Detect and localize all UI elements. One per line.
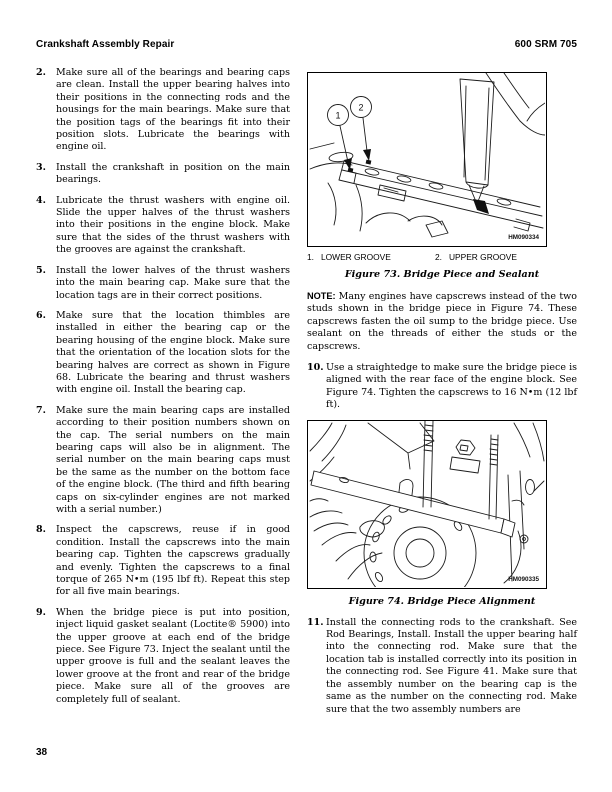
- legend-label: UPPER GROOVE: [449, 252, 517, 262]
- note-text: Many engines have capscrews instead of the two studs shown in the bridge piece in Figure 74. These capscrews fasten the oil sump to the bridge piece. Use sealant on the threads of either the studs or the capscrews.: [307, 291, 577, 352]
- step-text: Make sure that the location thimbles are installed in either the bearing cap or the bearing housing of the engine block. Make sure that the orientation of the location slots for the bearing halves are correct as shown in Figure 68. Lubricate the bearing and thrust washers with engine oil. Install the bearing cap.: [56, 309, 290, 396]
- step-5: [36, 265, 290, 302]
- step-number: 3.: [36, 161, 46, 173]
- note-paragraph: [307, 290, 577, 353]
- step-7: [36, 405, 290, 517]
- figure-73-legend: [307, 252, 547, 262]
- legend-label: LOWER GROOVE: [321, 252, 391, 262]
- step-text: Inspect the capscrews, reuse if in good condition. Install the capscrews into the main bearing cap. Tighten the capscrews gradually and evenly. Tighten the capscrews to a final torque of 265 N•m (195 lbf ft). Repeat this step for all five main bearings.: [56, 524, 290, 598]
- step-text: When the bridge piece is put into position, inject liquid gasket sealant (Loctite® 5900) into the upper groove at each end of the bridge piece. See Figure 73. Inject the sealant until the upper groove is full and the sealant leaves the lower groove at the front and rear of the bridge piece. Make sure all of the grooves are completely full of sealant.: [56, 606, 290, 705]
- step-text: Install the crankshaft in position on the main bearings.: [56, 161, 290, 186]
- figure-73-illustration: [308, 73, 545, 245]
- legend-number: 2.: [435, 252, 442, 262]
- step-text: Install the lower halves of the thrust washers into the main bearing cap. Make sure that the location tags are in their correct positions.: [56, 264, 290, 301]
- step-10: [307, 362, 577, 412]
- step-text: Use a straightedge to make sure the bridge piece is aligned with the rear face of the engine block. See Figure 74. Tighten the capscrews to 16 N•m (12 lbf ft).: [326, 362, 577, 411]
- figure-73-image: [307, 72, 547, 247]
- step-11: [307, 617, 577, 716]
- step-number: 4.: [36, 194, 46, 206]
- step-text: Make sure all of the bearings and bearing caps are clean. Install the upper bearing halves into their positions in the connecting rods and the housings for the main bearings. Make sure that the position tags of the bearings fit into their position slots. Lubricate the bearings with engine oil.: [56, 67, 290, 153]
- step-number: 11.: [307, 616, 324, 628]
- step-4: [36, 195, 290, 257]
- figure-73-callout-2: 2: [358, 102, 364, 113]
- step-6: [36, 310, 290, 397]
- step-number: 8.: [36, 524, 46, 536]
- step-text: Lubricate the thrust washers with engine oil. Slide the upper halves of the thrust washers into their positions in the engine block. Make sure that the sides of the thrust washers with the grooves are against the crankshaft.: [56, 194, 290, 256]
- step-2: [36, 67, 290, 154]
- figure-73-callout-1: 1: [335, 110, 341, 121]
- figure-73-caption: Figure 73. Bridge Piece and Sealant: [344, 269, 540, 280]
- step-9: [36, 607, 290, 706]
- step-text: Install the connecting rods to the crankshaft. See Rod Bearings, Install. Install the upper bearing half into the connecting rod. Make sure that the location tab is installed correctly into its position in the connecting rod. See Figure 41. Make sure that the assembly number on the bearing cap is the same as the number on the connecting rod. Make sure that the two assembly numbers are: [326, 616, 577, 715]
- step-number: 6.: [36, 309, 46, 321]
- page-number: 38: [36, 747, 48, 758]
- figure-73-image-code: HM090334: [508, 234, 539, 241]
- legend-item-upper-groove: [435, 252, 517, 262]
- step-number: 2.: [36, 67, 46, 78]
- step-number: 7.: [36, 404, 46, 416]
- step-text: Make sure the main bearing caps are installed according to their position numbers shown on the cap. The serial numbers on the main bearing caps will also be in alignment. The serial number on the main bearing caps must be the same as the number on the bottom face of the engine block. (The third and fifth bearing caps on six-cylinder engines are not marked with a serial number.): [56, 404, 290, 515]
- step-8: [36, 524, 290, 598]
- left-column: [36, 67, 290, 724]
- two-column-body: [36, 67, 577, 724]
- right-column: [307, 67, 577, 724]
- step-3: [36, 162, 290, 187]
- figure-74-illustration: [308, 421, 545, 587]
- page-header: [36, 39, 577, 50]
- step-number: 9.: [36, 606, 46, 618]
- legend-number: 1.: [307, 252, 314, 262]
- figure-74-caption: Figure 74. Bridge Piece Alignment: [348, 595, 536, 607]
- step-number: 10.: [307, 362, 324, 374]
- note-label: NOTE:: [307, 291, 336, 301]
- step-number: 5.: [36, 264, 46, 276]
- header-section-title: Crankshaft Assembly Repair: [36, 39, 175, 50]
- header-doc-number: 600 SRM 705: [514, 39, 577, 50]
- legend-item-lower-groove: [307, 252, 435, 262]
- figure-74-image-code: HM090335: [508, 575, 539, 583]
- figure-74-image: [307, 420, 547, 589]
